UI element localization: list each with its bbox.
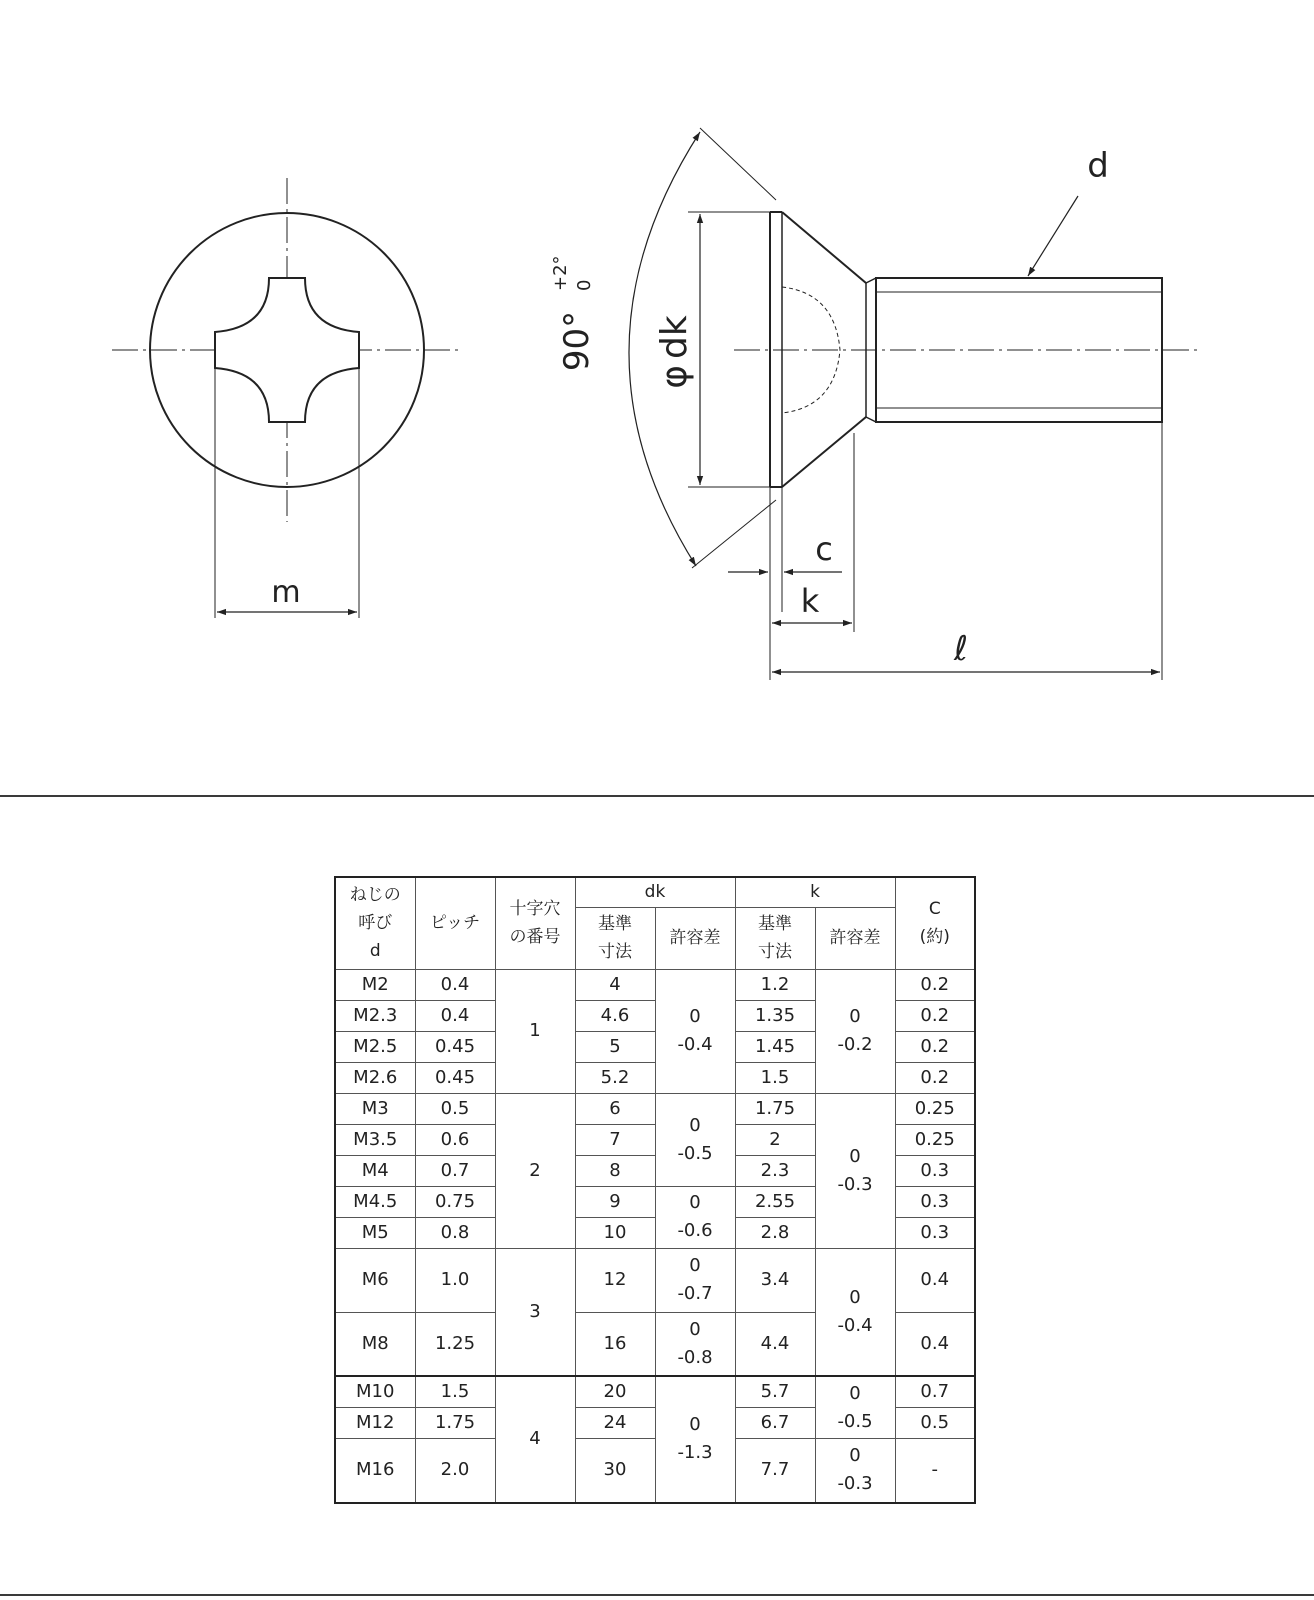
cell-dk: 5 xyxy=(575,1031,655,1062)
cell-dk: 20 xyxy=(575,1376,655,1408)
cell-dk-tolerance: 0 -0.6 xyxy=(655,1186,735,1248)
cell-dk: 4.6 xyxy=(575,1000,655,1031)
l-label: ℓ xyxy=(953,629,969,669)
cell-pitch: 0.4 xyxy=(415,969,495,1000)
cell-dk-tolerance: 0 -0.7 xyxy=(655,1248,735,1312)
cell-k: 3.4 xyxy=(735,1248,815,1312)
cell-k: 1.2 xyxy=(735,969,815,1000)
cell-d: M2.5 xyxy=(335,1031,415,1062)
cell-recess: 2 xyxy=(495,1093,575,1248)
cell-pitch: 0.75 xyxy=(415,1186,495,1217)
angle-tolerance-upper: +2° xyxy=(550,255,571,291)
cell-d: M6 xyxy=(335,1248,415,1312)
cell-pitch: 0.45 xyxy=(415,1031,495,1062)
cell-dk-tolerance: 0 -0.8 xyxy=(655,1312,735,1376)
header-k-tolerance: 許容差 xyxy=(815,907,895,969)
cell-d: M3 xyxy=(335,1093,415,1124)
cell-recess: 4 xyxy=(495,1376,575,1503)
cell-c: 0.4 xyxy=(895,1248,975,1312)
cell-pitch: 1.75 xyxy=(415,1408,495,1439)
cell-c: - xyxy=(895,1439,975,1503)
cell-c: 0.25 xyxy=(895,1093,975,1124)
header-k-basic: 基準 寸法 xyxy=(735,907,815,969)
cell-recess: 3 xyxy=(495,1248,575,1376)
cell-pitch: 0.5 xyxy=(415,1093,495,1124)
cell-c: 0.4 xyxy=(895,1312,975,1376)
screw-drawing xyxy=(0,0,1314,790)
cell-k: 1.75 xyxy=(735,1093,815,1124)
cell-pitch: 0.45 xyxy=(415,1062,495,1093)
spec-table xyxy=(334,876,976,1504)
angle-text: 90° xyxy=(557,310,597,372)
header-recess-number: 十字穴 の番号 xyxy=(495,877,575,969)
angle-label xyxy=(550,255,597,371)
cell-k: 2.55 xyxy=(735,1186,815,1217)
cell-k: 2 xyxy=(735,1124,815,1155)
cell-dk: 12 xyxy=(575,1248,655,1312)
cell-d: M5 xyxy=(335,1217,415,1248)
header-nominal: ねじの 呼び d xyxy=(335,877,415,969)
svg-text:φdk xyxy=(654,315,695,389)
cell-dk-tolerance: 0 -0.5 xyxy=(655,1093,735,1186)
cell-k: 1.45 xyxy=(735,1031,815,1062)
cross-recess xyxy=(215,278,359,422)
cell-dk-tolerance: 0 -1.3 xyxy=(655,1376,735,1503)
header-dk-tolerance: 許容差 xyxy=(655,907,735,969)
table-row xyxy=(335,1376,975,1408)
cell-dk: 4 xyxy=(575,969,655,1000)
k-label: k xyxy=(800,582,820,620)
cell-c: 0.3 xyxy=(895,1186,975,1217)
cell-dk: 10 xyxy=(575,1217,655,1248)
cell-c: 0.25 xyxy=(895,1124,975,1155)
header-c: C (約) xyxy=(895,877,975,969)
table-row xyxy=(335,969,975,1000)
c-label: c xyxy=(815,530,833,568)
cell-dk: 16 xyxy=(575,1312,655,1376)
head-top-view xyxy=(112,178,462,618)
cell-k-tolerance: 0 -0.3 xyxy=(815,1093,895,1248)
cell-d: M3.5 xyxy=(335,1124,415,1155)
cell-dk: 30 xyxy=(575,1439,655,1503)
cell-k-tolerance: 0 -0.2 xyxy=(815,969,895,1093)
cell-c: 0.2 xyxy=(895,1000,975,1031)
header-pitch: ピッチ xyxy=(415,877,495,969)
angle-tolerance-lower: 0 xyxy=(574,279,595,291)
cell-dk: 7 xyxy=(575,1124,655,1155)
cell-pitch: 1.0 xyxy=(415,1248,495,1312)
cell-d: M12 xyxy=(335,1408,415,1439)
header-k: k xyxy=(735,877,895,907)
cell-k-tolerance: 0 -0.4 xyxy=(815,1248,895,1376)
cell-dk: 8 xyxy=(575,1155,655,1186)
section-divider-bottom xyxy=(0,1594,1314,1596)
cell-k-tolerance: 0 -0.3 xyxy=(815,1439,895,1503)
header-dk-basic: 基準 寸法 xyxy=(575,907,655,969)
cell-pitch: 2.0 xyxy=(415,1439,495,1503)
d-leader xyxy=(1028,196,1078,276)
cell-d: M4.5 xyxy=(335,1186,415,1217)
phi-symbol: φ xyxy=(654,364,695,389)
cell-dk: 5.2 xyxy=(575,1062,655,1093)
cell-d: M8 xyxy=(335,1312,415,1376)
cell-dk: 24 xyxy=(575,1408,655,1439)
cell-pitch: 0.6 xyxy=(415,1124,495,1155)
cell-pitch: 1.25 xyxy=(415,1312,495,1376)
cell-c: 0.2 xyxy=(895,969,975,1000)
cell-k: 2.8 xyxy=(735,1217,815,1248)
table-row xyxy=(335,1093,975,1124)
cell-dk-tolerance: 0 -0.4 xyxy=(655,969,735,1093)
cell-c: 0.5 xyxy=(895,1408,975,1439)
cell-d: M10 xyxy=(335,1376,415,1408)
cell-c: 0.3 xyxy=(895,1155,975,1186)
m-label: m xyxy=(271,575,301,610)
cell-pitch: 0.4 xyxy=(415,1000,495,1031)
table-row xyxy=(335,1248,975,1312)
cell-c: 0.7 xyxy=(895,1376,975,1408)
screw-side-view xyxy=(629,128,1200,680)
cell-pitch: 0.8 xyxy=(415,1217,495,1248)
cell-k: 6.7 xyxy=(735,1408,815,1439)
header-dk: dk xyxy=(575,877,735,907)
cell-dk: 6 xyxy=(575,1093,655,1124)
section-divider-top xyxy=(0,795,1314,797)
d-label: d xyxy=(1087,146,1109,186)
cell-c: 0.2 xyxy=(895,1062,975,1093)
cell-dk: 9 xyxy=(575,1186,655,1217)
cell-d: M2 xyxy=(335,969,415,1000)
cell-d: M2.3 xyxy=(335,1000,415,1031)
cell-d: M4 xyxy=(335,1155,415,1186)
cell-k-tolerance: 0 -0.5 xyxy=(815,1376,895,1439)
cell-pitch: 1.5 xyxy=(415,1376,495,1408)
cell-recess: 1 xyxy=(495,969,575,1093)
cell-d: M2.6 xyxy=(335,1062,415,1093)
cell-k: 1.35 xyxy=(735,1000,815,1031)
cell-c: 0.3 xyxy=(895,1217,975,1248)
cell-k: 1.5 xyxy=(735,1062,815,1093)
cell-d: M16 xyxy=(335,1439,415,1503)
cell-k: 4.4 xyxy=(735,1312,815,1376)
cell-k: 2.3 xyxy=(735,1155,815,1186)
dk-label xyxy=(654,315,695,389)
cell-k: 7.7 xyxy=(735,1439,815,1503)
dk-text: dk xyxy=(654,315,695,359)
cell-k: 5.7 xyxy=(735,1376,815,1408)
cell-c: 0.2 xyxy=(895,1031,975,1062)
cell-pitch: 0.7 xyxy=(415,1155,495,1186)
